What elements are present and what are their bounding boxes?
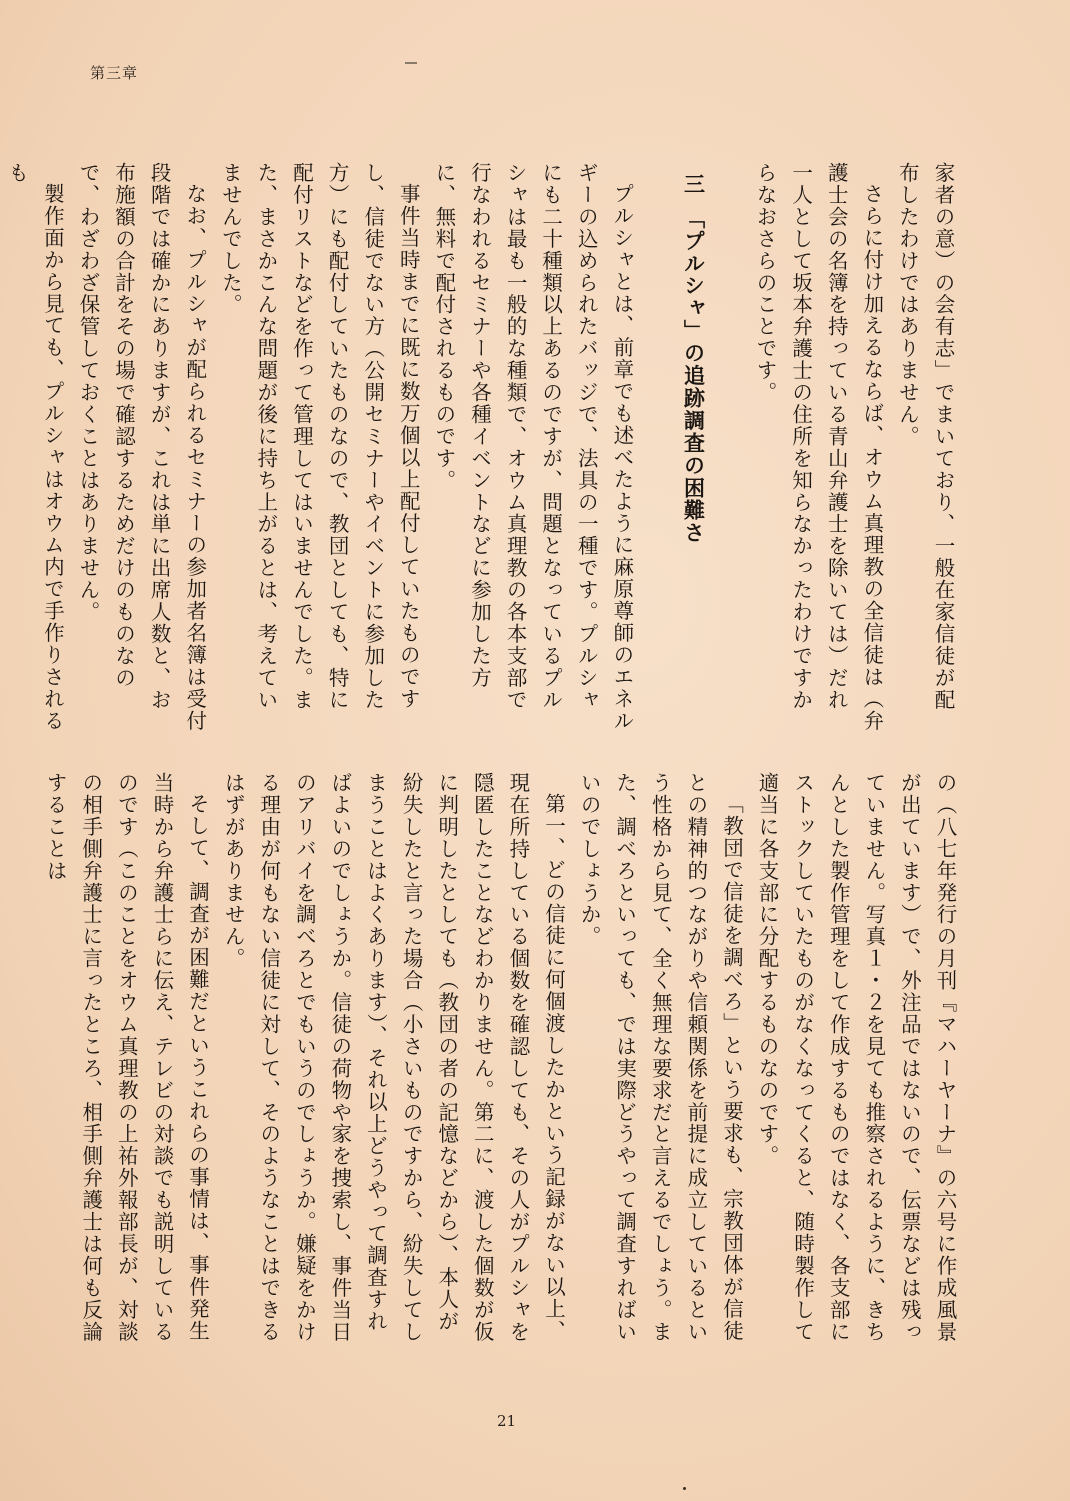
upper-paragraph-2: さらに付け加えるならば、オウム真理教の全信徒は（弁護士会の名簿を持っている青山弁護士を除いては）だれ一人として坂本弁護士の住所を知らなかったわけですからなおさらのことです。 [753,162,884,732]
page-number: 21 [497,1412,517,1430]
upper-paragraph-5: なお、プルシャが配られるセミナーの参加者名簿は受付段階では確かにありますが、これは単に出席人数と、お布施額の合計をその場で確認するためだけのものなので、わざわざ保管しておくことはありません。 [75,162,207,732]
upper-paragraph-3: プルシャとは、前章でも述べたように麻原尊師のエネルギーの込められたバッジで、法具の一種です。プルシャにも二十種類以上あるのですが、問題となっているプルシャは最も一般的な種類で、オウム真理教の各本支部で行なわれるセミナーや各種イベントなどに参加した方に、無料で配付されるものです。 [431,162,634,732]
upper-paragraph-1: 家者の意）の会有志」でまいており、一般在家信徒が配布したわけではありません。 [895,162,955,711]
lower-paragraph-1: の（八七年発行の月刊『マハーヤーナ』の六号に作成風景が出ています）で、外注品ではないので、伝票などは残っていません。写真１・２を見ても推察されるように、きちんとした製作管理をして作成するものではなく、各支部にストックしていたものがなくなってくると、随時製作して適当に各支部に分配するものなのです。 [755,772,957,1343]
lower-paragraph-4: そして、調査が困難だというこれらの事情は、事件発生当時から弁護士らに伝え、テレビの対談でも説明しているのです（このことをオウム真理教の上祐外報部長が、対談の相手側弁護士に言ったところ、相手側弁護士は何も反論することは [43,772,210,1343]
lower-paragraph-2: 「教団で信徒を調べろ」という要求も、宗教団体が信徒との精神的つながりや信頼関係を前提に成立しているという性格から見て、全く無理な要求だと言えるでしょう。また、調べろといっても、では実際どうやって調査すればいいのでしょうか。 [577,772,744,1343]
bottom-dot [683,1487,686,1490]
upper-paragraph-4: 事件当時までに既に数万個以上配付していたものですし、信徒でない方（公開セミナーやイベントに参加した方）にも配付していたものなので、教団としても、特に配付リストなどを作って管理してはいませんでした。また、まさかこんな問題が後に持ち上がるとは、考えていませんでした。 [218,162,421,711]
lower-text-block [37,772,962,1352]
heading-spacer-after [639,162,675,732]
lower-paragraph-3: 第一、どの信徒に何個渡したかという記録がない以上、現在所持している個数を確認しても、その人がプルシャを隠匿したことなどわかりません。第二に、渡した個数が仮に判明したとしても（教団の者の記憶などから）、本人が紛失したと言った場合（小さいものですから、紛失してしまうことはよくあります）、それ以上どうやって調査すればよいのでしょうか。信徒の荷物や家を捜索し、事件当日のアリバイを調べろとでもいうのでしょうか。嫌疑をかける理由が何もない信徒に対して、そのようなことはできるはずがありません。 [221,772,566,1343]
upper-text-block [0,162,960,732]
heading-spacer [710,162,746,732]
header-mark [405,62,417,64]
section-heading: 三 「プルシャ」の追跡調査の困難さ [681,172,706,544]
chapter-label: 第三章 [90,64,139,82]
upper-paragraph-6: 製作面から見ても、プルシャはオウム内で手作りされるも [4,162,65,732]
